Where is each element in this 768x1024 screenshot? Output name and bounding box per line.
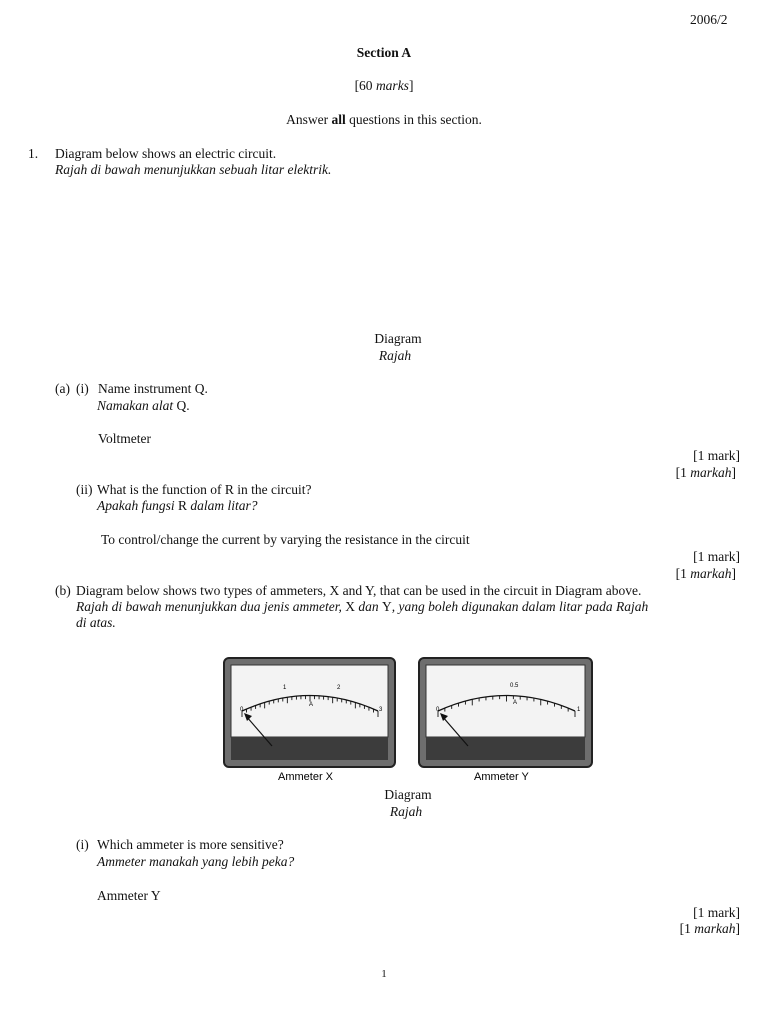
part-a-i-mark-ms: [1 markah]: [675, 465, 736, 480]
part-a-i-question-ms: Namakan alat Q.: [97, 398, 190, 413]
ammeter-y-label: Ammeter Y: [474, 771, 529, 783]
question-intro-en: Diagram below shows an electric circuit.: [55, 146, 277, 161]
diagram2-caption-ms: Rajah: [389, 804, 423, 819]
part-b-question-en: Diagram below shows two types of ammeters, X and Y, that can be used in the circuit in Diagram above.: [76, 583, 642, 598]
part-b-i-question-ms: Ammeter manakah yang lebih peka?: [97, 854, 295, 869]
part-a-ii-answer: To control/change the current by varying the resistance in the circuit: [101, 532, 470, 547]
part-a-ii-label: (ii): [76, 482, 93, 497]
ammeter-x-scale-1: 1: [283, 685, 287, 691]
part-b-question-ms-line2: di atas.: [76, 615, 116, 630]
part-a-i-label: (i): [76, 381, 89, 396]
page-number: 1: [381, 968, 387, 980]
part-b-i-mark-en: [1 mark]: [693, 905, 740, 920]
part-a-ii-question-ms: Apakah fungsi R dalam litar?: [97, 498, 258, 513]
part-b-i-mark-ms: [1 markah]: [679, 921, 740, 936]
ammeter-x-scale-3: 3: [379, 707, 383, 713]
part-b-i-question-en: Which ammeter is more sensitive?: [97, 837, 284, 852]
ammeter-y-scale-1: 1: [577, 707, 581, 713]
paper-code: 2006/2: [690, 12, 728, 27]
part-a-ii-mark-en: [1 mark]: [693, 549, 740, 564]
section-marks: [60 marks]: [354, 78, 414, 93]
part-a-i-question-en: Name instrument Q.: [98, 381, 208, 396]
question-number: 1.: [28, 146, 39, 161]
part-b-i-answer: Ammeter Y: [97, 888, 161, 903]
ammeter-x-scale-0: 0: [240, 707, 244, 713]
ammeter-x-scale-2: 2: [337, 685, 341, 691]
part-a-ii-question-en: What is the function of R in the circuit?: [97, 482, 312, 497]
part-a-i-answer: Voltmeter: [98, 431, 151, 446]
part-a-ii-mark-ms: [1 markah]: [675, 566, 736, 581]
diagram-caption-en: Diagram: [374, 331, 422, 346]
ammeter-y-scale-0: 0: [436, 707, 440, 713]
ammeters-figure: [222, 656, 596, 788]
ammeter-y-illustration: [419, 658, 592, 767]
ammeter-y-scale-05: 0.5: [510, 683, 519, 689]
section-instruction: Answer all questions in this section.: [286, 112, 482, 127]
ammeter-x-label: Ammeter X: [278, 771, 334, 783]
part-b-label: (b): [55, 583, 71, 598]
part-a-label: (a): [55, 381, 70, 396]
diagram-caption-ms: Rajah: [378, 348, 412, 363]
ammeter-x-unit: A: [309, 702, 314, 708]
question-intro-ms: Rajah di bawah menunjukkan sebuah litar elektrik.: [55, 162, 332, 177]
diagram2-caption-en: Diagram: [384, 787, 432, 802]
part-a-i-mark-en: [1 mark]: [693, 448, 740, 463]
ammeter-y-unit: A: [513, 700, 518, 706]
section-title: Section A: [356, 45, 412, 60]
part-b-question-ms-line1: Rajah di bawah menunjukkan dua jenis ammeter, X dan Y, yang boleh digunakan dalam litar pada Rajah: [76, 599, 649, 614]
part-b-i-label: (i): [76, 837, 89, 852]
ammeter-x-illustration: [224, 658, 395, 767]
